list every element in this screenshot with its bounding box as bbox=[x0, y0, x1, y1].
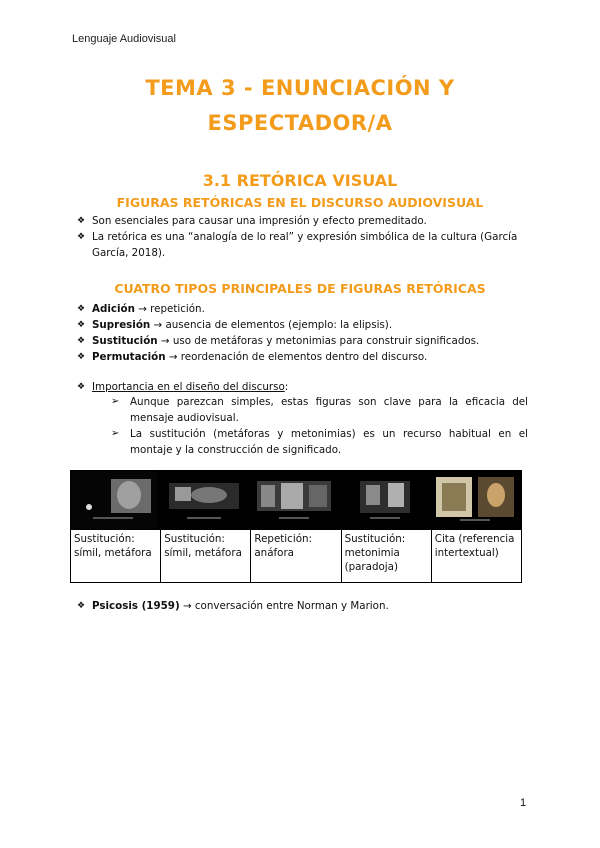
film-still-image-3 bbox=[251, 471, 340, 529]
still-cell-3 bbox=[251, 471, 341, 530]
diamond-bullet-icon: ❖ bbox=[77, 304, 86, 314]
type-term: Supresión bbox=[92, 319, 151, 331]
film-stills-table bbox=[70, 470, 522, 583]
film-still-1-graphic bbox=[71, 471, 157, 529]
diamond-bullet-icon: ❖ bbox=[77, 320, 86, 330]
still-cell-1 bbox=[71, 471, 161, 530]
type-desc: reordenación de elementos dentro del discurso. bbox=[180, 351, 428, 363]
title-line-2: ESPECTADOR/A bbox=[207, 111, 393, 135]
types-title: CUATRO TIPOS PRINCIPALES DE FIGURAS RETÓRICAS bbox=[114, 281, 486, 296]
table-cell-label: Cita (referencia intertextual) bbox=[431, 530, 521, 583]
importance-point-1: ➢ Aunque parezcan simples, estas figuras son clave para la eficacia del mensaje audiovisual. bbox=[111, 396, 528, 424]
film-still-image-1 bbox=[71, 471, 160, 529]
film-still-2-graphic bbox=[161, 471, 247, 529]
diamond-bullet-icon: ❖ bbox=[77, 601, 86, 611]
type-term: Sustitución bbox=[92, 335, 158, 347]
film-still-4-graphic bbox=[342, 471, 428, 529]
arrowhead-bullet-icon: ➢ bbox=[111, 428, 120, 439]
film-still-5-graphic bbox=[432, 471, 518, 529]
type-desc: ausencia de elementos (ejemplo: la elipsis). bbox=[165, 319, 393, 331]
type-item-permutacion bbox=[77, 349, 528, 365]
intro-bullet-1: ❖ Son esenciales para causar una impresión y efecto premeditado. bbox=[77, 215, 427, 227]
label-row bbox=[71, 530, 522, 583]
arrowhead-bullet-icon: ➢ bbox=[111, 396, 120, 407]
diamond-bullet-icon: ❖ bbox=[77, 352, 86, 362]
arrow-icon: → bbox=[182, 600, 192, 612]
film-still-image-5 bbox=[432, 471, 521, 529]
film-still-image-4 bbox=[342, 471, 431, 529]
importance-label: Importancia en el diseño del discurso bbox=[92, 381, 285, 393]
table-cell-label: Sustitución: metonimia (paradoja) bbox=[341, 530, 431, 583]
image-row bbox=[71, 471, 522, 530]
type-item-sustitucion bbox=[77, 333, 528, 349]
intro-bullet-2: ❖ La retórica es una “analogía de lo real” y expresión simbólica de la cultura (García García, 2018). bbox=[77, 231, 518, 259]
type-desc: uso de metáforas y metonimias para construir significados. bbox=[172, 335, 480, 347]
table-cell-label: Sustitución: símil, metáfora bbox=[161, 530, 251, 583]
title-line-1: TEMA 3 - ENUNCIACIÓN Y bbox=[145, 76, 455, 100]
psicosis-term: Psicosis (1959) bbox=[92, 600, 180, 612]
table-cell-label: Repetición: anáfora bbox=[251, 530, 341, 583]
page-number: 1 bbox=[520, 797, 527, 809]
type-desc: repetición. bbox=[150, 303, 205, 315]
type-term: Adición bbox=[92, 303, 135, 315]
subsection-title: FIGURAS RETÓRICAS EN EL DISCURSO AUDIOVISUAL bbox=[116, 195, 484, 210]
psicosis-bullet bbox=[77, 598, 528, 614]
psicosis-desc: conversación entre Norman y Marion. bbox=[194, 600, 389, 612]
film-still-3-graphic bbox=[251, 471, 337, 529]
still-cell-4 bbox=[341, 471, 431, 530]
importance-point-2: ➢ La sustitución (metáforas y metonimias) es un recurso habitual en el montaje y la construcción de significado. bbox=[111, 428, 528, 456]
diamond-bullet-icon: ❖ bbox=[77, 216, 86, 226]
table-cell-label: Sustitución: símil, metáfora bbox=[71, 530, 161, 583]
still-cell-2 bbox=[161, 471, 251, 530]
importance-bullet: ❖ Importancia en el diseño del discurso: bbox=[77, 381, 289, 393]
section-title: 3.1 RETÓRICA VISUAL bbox=[202, 171, 398, 190]
still-cell-5 bbox=[431, 471, 521, 530]
arrow-icon: → bbox=[168, 351, 178, 363]
film-still-image-2 bbox=[161, 471, 250, 529]
type-item-adicion bbox=[77, 301, 528, 317]
type-term: Permutación bbox=[92, 351, 166, 363]
document-header: Lenguaje Audiovisual bbox=[72, 33, 176, 45]
arrow-icon: → bbox=[160, 335, 170, 347]
arrow-icon: → bbox=[138, 303, 147, 315]
diamond-bullet-icon: ❖ bbox=[77, 382, 86, 392]
type-item-supresion bbox=[77, 317, 528, 333]
arrow-icon: → bbox=[153, 319, 163, 331]
diamond-bullet-icon: ❖ bbox=[77, 336, 86, 346]
diamond-bullet-icon: ❖ bbox=[77, 232, 86, 242]
